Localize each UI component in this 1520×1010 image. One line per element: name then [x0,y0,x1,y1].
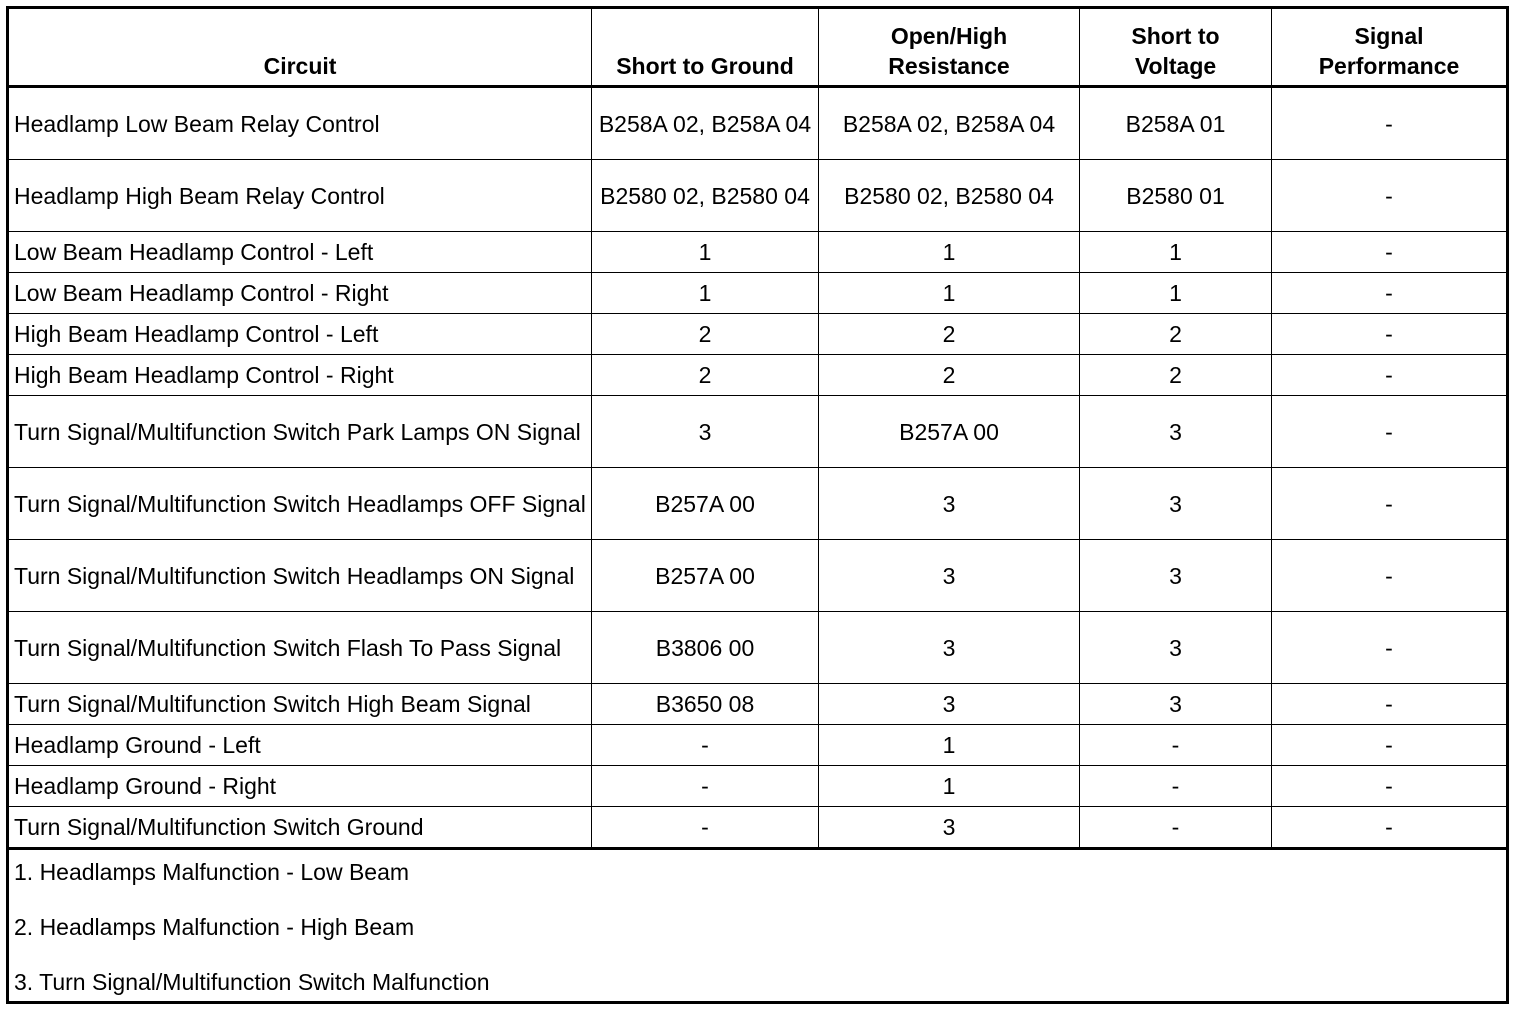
cell-short-to-voltage: B258A 01 [1080,87,1272,160]
cell-circuit: Turn Signal/Multifunction Switch Headlamps ON Signal [8,540,592,612]
header-short-to-voltage-line-1: Short to [1131,23,1220,49]
table-row [8,396,1508,468]
header-short-to-voltage [1080,8,1272,87]
cell-signal-performance: - [1272,396,1508,468]
table-row [8,684,1508,725]
cell-open-high-resistance: 3 [819,540,1080,612]
cell-open-high-resistance: 3 [819,468,1080,540]
cell-signal-performance: - [1272,725,1508,766]
table-row [8,612,1508,684]
table-header-row [8,8,1508,87]
cell-short-to-ground: 2 [592,314,819,355]
table-row [8,314,1508,355]
cell-short-to-voltage: - [1080,807,1272,849]
table-row [8,725,1508,766]
cell-short-to-ground: B257A 00 [592,540,819,612]
cell-signal-performance: - [1272,232,1508,273]
cell-short-to-ground: - [592,807,819,849]
cell-short-to-voltage: 3 [1080,684,1272,725]
cell-short-to-ground: 1 [592,273,819,314]
cell-open-high-resistance: 1 [819,766,1080,807]
table-row [8,468,1508,540]
cell-signal-performance: - [1272,273,1508,314]
cell-circuit: Headlamp Ground - Right [8,766,592,807]
cell-short-to-voltage: 2 [1080,355,1272,396]
cell-signal-performance: - [1272,314,1508,355]
circuit-diagnostic-table [6,6,1509,1004]
cell-open-high-resistance: 1 [819,232,1080,273]
table-row [8,540,1508,612]
cell-signal-performance: - [1272,160,1508,232]
header-signal-performance [1272,8,1508,87]
cell-signal-performance: - [1272,87,1508,160]
note-2: 2. Headlamps Malfunction - High Beam [14,914,415,940]
cell-short-to-ground: 1 [592,232,819,273]
cell-short-to-voltage: 2 [1080,314,1272,355]
table-row [8,807,1508,849]
cell-short-to-ground: B3650 08 [592,684,819,725]
cell-circuit: High Beam Headlamp Control - Right [8,355,592,396]
cell-short-to-ground: B2580 02, B2580 04 [592,160,819,232]
table-row [8,273,1508,314]
header-circuit [8,8,592,87]
cell-open-high-resistance: 2 [819,355,1080,396]
notes-cell [8,849,1508,1003]
cell-signal-performance: - [1272,807,1508,849]
cell-circuit: Turn Signal/Multifunction Switch Headlamps OFF Signal [8,468,592,540]
cell-signal-performance: - [1272,355,1508,396]
header-short-to-voltage-line-2: Voltage [1134,53,1217,79]
cell-short-to-voltage: B2580 01 [1080,160,1272,232]
cell-open-high-resistance: B257A 00 [819,396,1080,468]
cell-signal-performance: - [1272,612,1508,684]
cell-short-to-ground: 2 [592,355,819,396]
cell-circuit: Headlamp High Beam Relay Control [8,160,592,232]
table-row [8,766,1508,807]
cell-circuit: High Beam Headlamp Control - Left [8,314,592,355]
table-row [8,160,1508,232]
table-row [8,232,1508,273]
cell-open-high-resistance: 1 [819,273,1080,314]
cell-short-to-voltage: - [1080,725,1272,766]
cell-short-to-voltage: 1 [1080,273,1272,314]
cell-short-to-voltage: 3 [1080,540,1272,612]
note-3: 3. Turn Signal/Multifunction Switch Malfunction [14,969,490,995]
cell-open-high-resistance: 3 [819,807,1080,849]
cell-circuit: Turn Signal/Multifunction Switch High Beam Signal [8,684,592,725]
note-1: 1. Headlamps Malfunction - Low Beam [14,859,410,885]
cell-open-high-resistance: B2580 02, B2580 04 [819,160,1080,232]
cell-circuit: Turn Signal/Multifunction Switch Flash To Pass Signal [8,612,592,684]
cell-circuit: Turn Signal/Multifunction Switch Ground [8,807,592,849]
header-open-high-resistance-line-2: Resistance [888,53,1010,79]
header-open-high-resistance [819,8,1080,87]
cell-short-to-ground: - [592,766,819,807]
header-signal-performance-line-1: Signal [1354,23,1424,49]
header-signal-performance-line-2: Performance [1318,53,1460,79]
table-row [8,355,1508,396]
cell-circuit: Low Beam Headlamp Control - Right [8,273,592,314]
cell-signal-performance: - [1272,540,1508,612]
cell-short-to-ground: - [592,725,819,766]
cell-open-high-resistance: 3 [819,684,1080,725]
header-short-to-ground [592,8,819,87]
cell-short-to-ground: 3 [592,396,819,468]
cell-signal-performance: - [1272,468,1508,540]
notes-row [8,849,1508,1003]
cell-short-to-voltage: 3 [1080,468,1272,540]
cell-short-to-ground: B258A 02, B258A 04 [592,87,819,160]
cell-circuit: Low Beam Headlamp Control - Left [8,232,592,273]
cell-circuit: Headlamp Low Beam Relay Control [8,87,592,160]
cell-short-to-voltage: - [1080,766,1272,807]
header-open-high-resistance-line-1: Open/High [890,23,1008,49]
cell-open-high-resistance: B258A 02, B258A 04 [819,87,1080,160]
cell-open-high-resistance: 3 [819,612,1080,684]
cell-circuit: Turn Signal/Multifunction Switch Park Lamps ON Signal [8,396,592,468]
cell-signal-performance: - [1272,766,1508,807]
table-row [8,87,1508,160]
cell-open-high-resistance: 2 [819,314,1080,355]
header-short-to-ground-line: Short to Ground [616,53,794,79]
header-circuit-line: Circuit [263,53,337,79]
cell-open-high-resistance: 1 [819,725,1080,766]
cell-short-to-voltage: 3 [1080,396,1272,468]
cell-circuit: Headlamp Ground - Left [8,725,592,766]
cell-signal-performance: - [1272,684,1508,725]
cell-short-to-voltage: 1 [1080,232,1272,273]
cell-short-to-voltage: 3 [1080,612,1272,684]
cell-short-to-ground: B3806 00 [592,612,819,684]
cell-short-to-ground: B257A 00 [592,468,819,540]
